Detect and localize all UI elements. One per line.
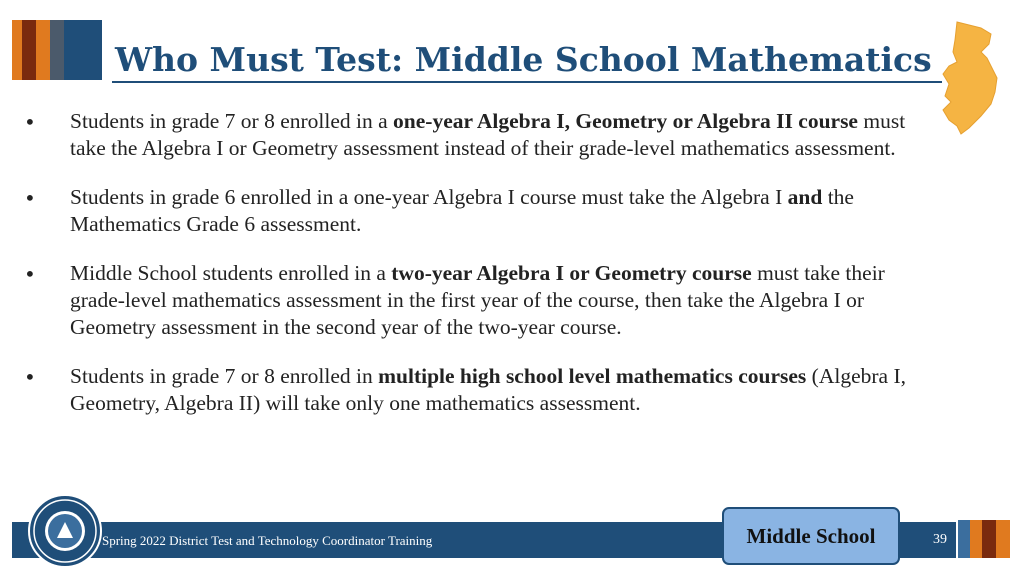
bullet-text xyxy=(70,108,918,162)
bullet-item xyxy=(18,363,918,417)
bullet-item xyxy=(18,260,918,341)
bullet-text-run: must take their grade-level mathematics assessment in the first year of the course, then take the Algebra I or Geometry assessment in the second year of the two-year course. xyxy=(70,261,885,339)
slide-title: Who Must Test: Middle School Mathematics xyxy=(115,40,932,79)
header-color-stripes xyxy=(12,20,102,80)
page-number: 39 xyxy=(933,532,947,547)
bullet-item xyxy=(18,184,918,238)
bullet-text-run: Middle School students enrolled in a xyxy=(70,261,392,285)
bullet-glyph: • xyxy=(24,186,36,210)
bullet-text-run: the Mathematics Grade 6 assessment. xyxy=(70,185,854,236)
footer-color-stripes xyxy=(958,520,1010,558)
bullet-text xyxy=(70,363,918,417)
middle-school-tag: Middle School xyxy=(722,507,900,565)
bullet-text-run: must take the Algebra I or Geometry assessment instead of their grade-level mathematics assessment. xyxy=(70,109,906,160)
bullet-text-run: (Algebra I, Geometry, Algebra II) will take only one mathematics assessment. xyxy=(70,364,906,415)
title-divider xyxy=(112,81,942,83)
bullet-list xyxy=(18,108,918,439)
footer-text: Spring 2022 District Test and Technology Coordinator Training xyxy=(102,533,433,548)
bullet-item xyxy=(18,108,918,162)
bullet-text-run: Students in grade 6 enrolled in a one-year Algebra I course must take the Algebra I xyxy=(70,185,788,209)
bullet-glyph: • xyxy=(24,262,36,286)
bullet-text-run: Students in grade 7 or 8 enrolled in a xyxy=(70,109,394,133)
bullet-emphasis: two-year Algebra I or Geometry course xyxy=(391,261,752,285)
bullet-text xyxy=(70,260,918,341)
bullet-text xyxy=(70,184,918,238)
nj-doe-seal-icon xyxy=(28,494,102,568)
bullet-glyph: • xyxy=(24,365,36,389)
bullet-emphasis: one-year Algebra I, Geometry or Algebra II course xyxy=(393,109,858,133)
bullet-text-run: Students in grade 7 or 8 enrolled in xyxy=(70,364,379,388)
bullet-emphasis: and xyxy=(787,185,823,209)
bullet-glyph: • xyxy=(24,110,36,134)
bullet-emphasis: multiple high school level mathematics courses xyxy=(378,364,807,388)
new-jersey-map-icon xyxy=(935,18,1005,138)
